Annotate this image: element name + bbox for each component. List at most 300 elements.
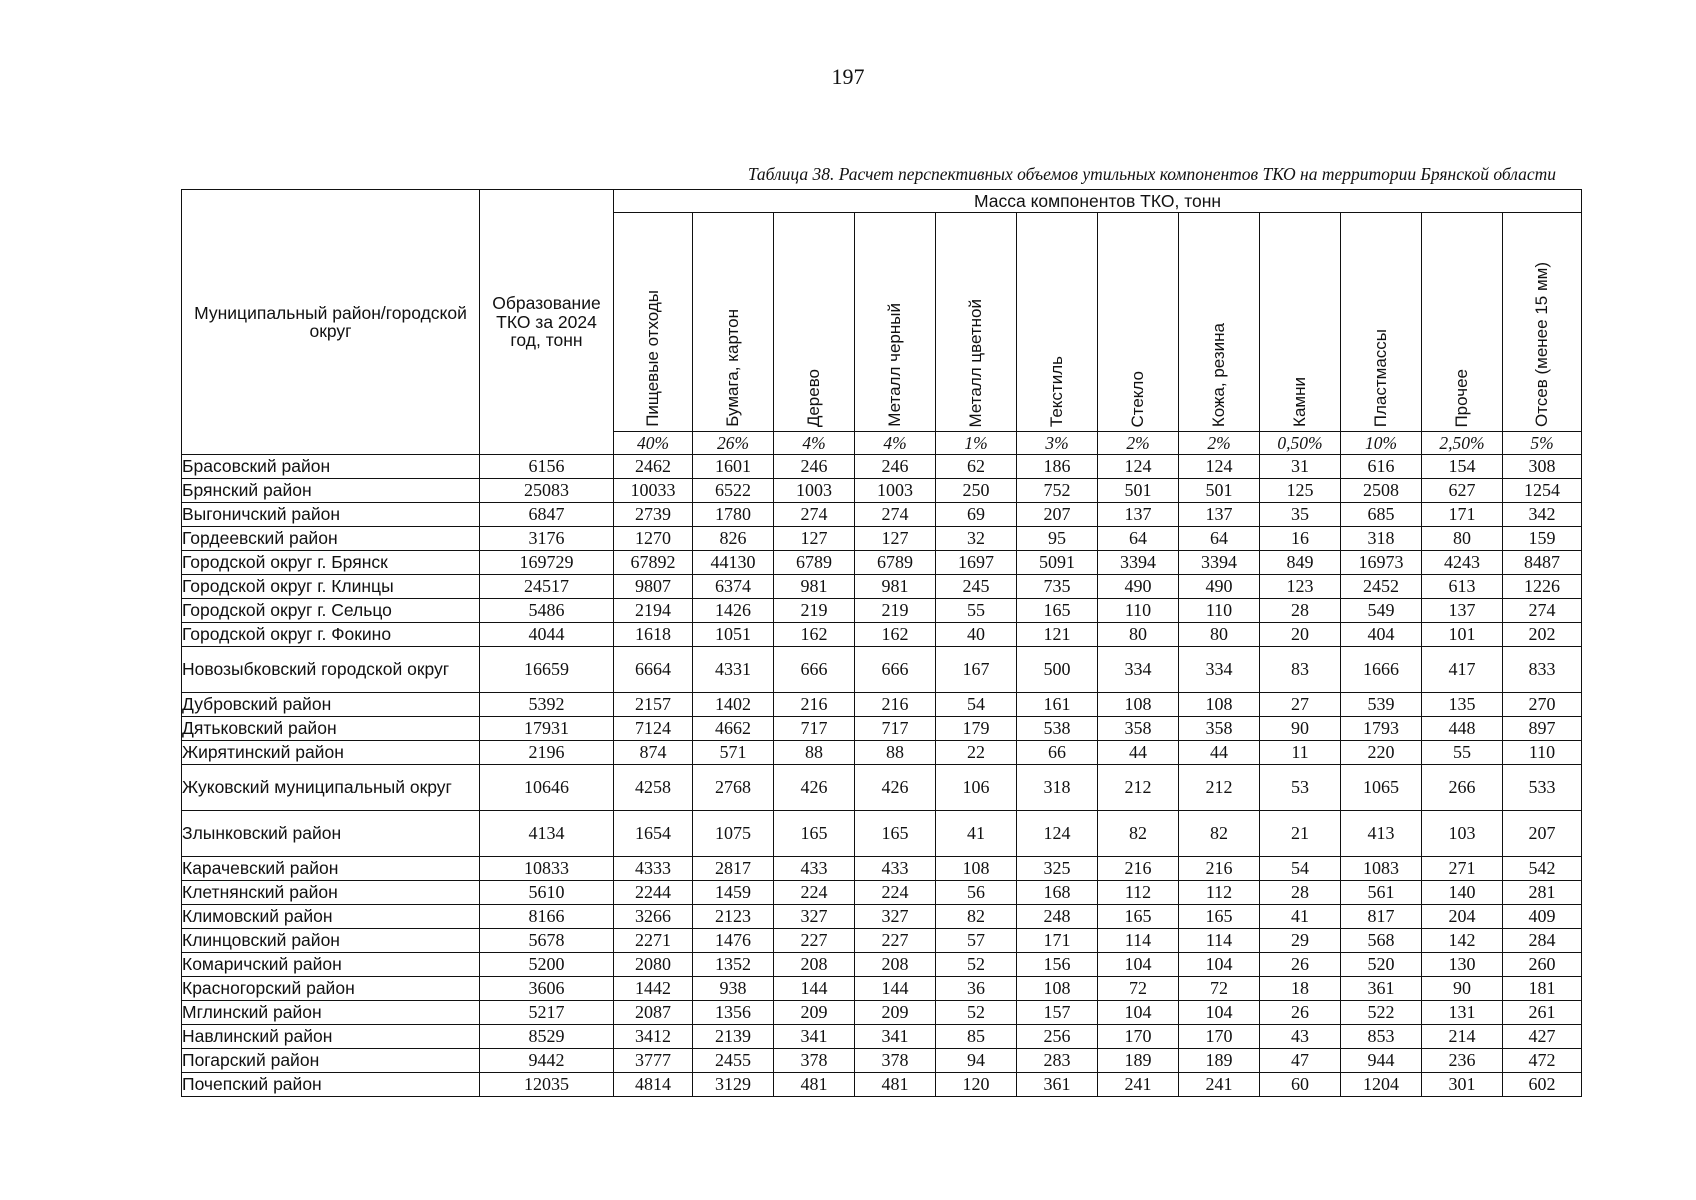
component-mass: 817 xyxy=(1341,905,1422,929)
total-tko: 12035 xyxy=(480,1073,614,1097)
district-name: Мглинский район xyxy=(182,1001,480,1025)
component-mass: 120 xyxy=(936,1073,1017,1097)
component-mass: 241 xyxy=(1098,1073,1179,1097)
component-mass: 613 xyxy=(1422,575,1503,599)
component-mass: 72 xyxy=(1098,977,1179,1001)
header-percent: 1% xyxy=(936,432,1017,455)
component-mass: 666 xyxy=(774,647,855,693)
component-mass: 1003 xyxy=(855,479,936,503)
component-mass: 47 xyxy=(1260,1049,1341,1073)
component-mass: 334 xyxy=(1179,647,1260,693)
component-mass: 274 xyxy=(774,503,855,527)
component-mass: 209 xyxy=(774,1001,855,1025)
component-mass: 2080 xyxy=(614,953,693,977)
component-mass: 108 xyxy=(1017,977,1098,1001)
header-component xyxy=(1260,213,1341,432)
total-tko: 8529 xyxy=(480,1025,614,1049)
component-mass: 80 xyxy=(1422,527,1503,551)
table-row xyxy=(182,977,1582,1001)
component-mass: 236 xyxy=(1422,1049,1503,1073)
header-percent: 40% xyxy=(614,432,693,455)
component-mass: 334 xyxy=(1098,647,1179,693)
component-mass: 162 xyxy=(774,623,855,647)
component-mass: 212 xyxy=(1098,765,1179,811)
component-mass: 1065 xyxy=(1341,765,1422,811)
header-percent: 2,50% xyxy=(1422,432,1503,455)
component-mass: 220 xyxy=(1341,741,1422,765)
table-row xyxy=(182,693,1582,717)
district-name: Клетнянский район xyxy=(182,881,480,905)
component-mass: 378 xyxy=(855,1049,936,1073)
component-mass: 106 xyxy=(936,765,1017,811)
component-mass: 167 xyxy=(936,647,1017,693)
table-row xyxy=(182,551,1582,575)
component-mass: 274 xyxy=(855,503,936,527)
component-mass: 327 xyxy=(774,905,855,929)
component-mass: 981 xyxy=(774,575,855,599)
component-mass: 8487 xyxy=(1503,551,1582,575)
component-mass: 123 xyxy=(1260,575,1341,599)
table-row xyxy=(182,1073,1582,1097)
component-mass: 472 xyxy=(1503,1049,1582,1073)
header-component-label: Пищевые отходы xyxy=(643,290,663,428)
component-mass: 9807 xyxy=(614,575,693,599)
component-mass: 41 xyxy=(1260,905,1341,929)
component-mass: 433 xyxy=(774,857,855,881)
district-name: Городской округ г. Сельцо xyxy=(182,599,480,623)
component-mass: 127 xyxy=(774,527,855,551)
component-mass: 108 xyxy=(1098,693,1179,717)
header-component-label: Пластмассы xyxy=(1371,328,1391,428)
component-mass: 4662 xyxy=(693,717,774,741)
component-mass: 283 xyxy=(1017,1049,1098,1073)
component-mass: 165 xyxy=(855,811,936,857)
total-tko: 6156 xyxy=(480,455,614,479)
table-row xyxy=(182,765,1582,811)
header-percent: 4% xyxy=(774,432,855,455)
header-component-label: Металл цветной xyxy=(966,298,986,428)
component-mass: 54 xyxy=(936,693,1017,717)
component-mass: 212 xyxy=(1179,765,1260,811)
component-mass: 571 xyxy=(693,741,774,765)
component-mass: 3266 xyxy=(614,905,693,929)
total-tko: 5392 xyxy=(480,693,614,717)
component-mass: 64 xyxy=(1179,527,1260,551)
component-mass: 208 xyxy=(774,953,855,977)
component-mass: 186 xyxy=(1017,455,1098,479)
component-mass: 500 xyxy=(1017,647,1098,693)
component-mass: 156 xyxy=(1017,953,1098,977)
header-component xyxy=(1422,213,1503,432)
total-tko: 3176 xyxy=(480,527,614,551)
component-mass: 85 xyxy=(936,1025,1017,1049)
component-mass: 327 xyxy=(855,905,936,929)
header-component-label: Стекло xyxy=(1128,370,1148,428)
total-tko: 169729 xyxy=(480,551,614,575)
component-mass: 533 xyxy=(1503,765,1582,811)
component-mass: 542 xyxy=(1503,857,1582,881)
table-row xyxy=(182,811,1582,857)
header-component-label: Отсев (менее 15 мм) xyxy=(1532,262,1552,428)
component-mass: 52 xyxy=(936,953,1017,977)
component-mass: 80 xyxy=(1098,623,1179,647)
component-mass: 284 xyxy=(1503,929,1582,953)
component-mass: 170 xyxy=(1179,1025,1260,1049)
header-component-label: Прочее xyxy=(1452,368,1472,428)
component-mass: 214 xyxy=(1422,1025,1503,1049)
district-name: Клинцовский район xyxy=(182,929,480,953)
component-mass: 616 xyxy=(1341,455,1422,479)
header-component-label: Бумага, картон xyxy=(723,309,743,428)
table-row xyxy=(182,623,1582,647)
component-mass: 490 xyxy=(1179,575,1260,599)
total-tko: 5610 xyxy=(480,881,614,905)
component-mass: 40 xyxy=(936,623,1017,647)
component-mass: 1666 xyxy=(1341,647,1422,693)
total-tko: 5486 xyxy=(480,599,614,623)
component-mass: 88 xyxy=(855,741,936,765)
component-mass: 165 xyxy=(1098,905,1179,929)
header-component-label: Металл черный xyxy=(885,303,905,428)
component-mass: 627 xyxy=(1422,479,1503,503)
component-mass: 1352 xyxy=(693,953,774,977)
component-mass: 31 xyxy=(1260,455,1341,479)
component-mass: 342 xyxy=(1503,503,1582,527)
district-name: Погарский район xyxy=(182,1049,480,1073)
component-mass: 171 xyxy=(1017,929,1098,953)
component-mass: 3129 xyxy=(693,1073,774,1097)
component-mass: 256 xyxy=(1017,1025,1098,1049)
component-mass: 161 xyxy=(1017,693,1098,717)
component-mass: 4814 xyxy=(614,1073,693,1097)
component-mass: 685 xyxy=(1341,503,1422,527)
component-mass: 26 xyxy=(1260,1001,1341,1025)
component-mass: 752 xyxy=(1017,479,1098,503)
table-row xyxy=(182,717,1582,741)
component-mass: 448 xyxy=(1422,717,1503,741)
total-tko: 3606 xyxy=(480,977,614,1001)
table-row xyxy=(182,455,1582,479)
component-mass: 170 xyxy=(1098,1025,1179,1049)
component-mass: 2087 xyxy=(614,1001,693,1025)
component-mass: 2508 xyxy=(1341,479,1422,503)
component-mass: 2452 xyxy=(1341,575,1422,599)
component-mass: 1075 xyxy=(693,811,774,857)
table-row xyxy=(182,647,1582,693)
tko-components-table xyxy=(181,189,1582,1097)
component-mass: 2157 xyxy=(614,693,693,717)
header-component-label: Кожа, резина xyxy=(1209,323,1229,428)
component-mass: 2768 xyxy=(693,765,774,811)
component-mass: 110 xyxy=(1179,599,1260,623)
header-component xyxy=(614,213,693,432)
component-mass: 216 xyxy=(774,693,855,717)
district-name: Красногорский район xyxy=(182,977,480,1001)
component-mass: 224 xyxy=(855,881,936,905)
component-mass: 3394 xyxy=(1179,551,1260,575)
component-mass: 219 xyxy=(774,599,855,623)
component-mass: 4243 xyxy=(1422,551,1503,575)
component-mass: 1442 xyxy=(614,977,693,1001)
page-number: 197 xyxy=(831,64,865,89)
table-row xyxy=(182,503,1582,527)
header-component xyxy=(774,213,855,432)
component-mass: 56 xyxy=(936,881,1017,905)
table-body xyxy=(182,455,1582,1097)
component-mass: 1793 xyxy=(1341,717,1422,741)
header-component-label: Дерево xyxy=(804,368,824,428)
component-mass: 308 xyxy=(1503,455,1582,479)
total-tko: 17931 xyxy=(480,717,614,741)
component-mass: 57 xyxy=(936,929,1017,953)
component-mass: 140 xyxy=(1422,881,1503,905)
component-mass: 224 xyxy=(774,881,855,905)
component-mass: 1003 xyxy=(774,479,855,503)
header-component-label: Текстиль xyxy=(1047,356,1067,428)
component-mass: 1426 xyxy=(693,599,774,623)
component-mass: 602 xyxy=(1503,1073,1582,1097)
component-mass: 490 xyxy=(1098,575,1179,599)
component-mass: 44130 xyxy=(693,551,774,575)
component-mass: 66 xyxy=(1017,741,1098,765)
district-name: Брянский район xyxy=(182,479,480,503)
component-mass: 6789 xyxy=(774,551,855,575)
component-mass: 1204 xyxy=(1341,1073,1422,1097)
component-mass: 1402 xyxy=(693,693,774,717)
total-tko: 5217 xyxy=(480,1001,614,1025)
component-mass: 52 xyxy=(936,1001,1017,1025)
component-mass: 54 xyxy=(1260,857,1341,881)
component-mass: 29 xyxy=(1260,929,1341,953)
total-tko: 6847 xyxy=(480,503,614,527)
component-mass: 154 xyxy=(1422,455,1503,479)
component-mass: 162 xyxy=(855,623,936,647)
component-mass: 897 xyxy=(1503,717,1582,741)
component-mass: 159 xyxy=(1503,527,1582,551)
district-name: Карачевский район xyxy=(182,857,480,881)
component-mass: 318 xyxy=(1017,765,1098,811)
component-mass: 426 xyxy=(855,765,936,811)
component-mass: 104 xyxy=(1098,953,1179,977)
table-row xyxy=(182,929,1582,953)
component-mass: 520 xyxy=(1341,953,1422,977)
component-mass: 82 xyxy=(1179,811,1260,857)
component-mass: 43 xyxy=(1260,1025,1341,1049)
component-mass: 168 xyxy=(1017,881,1098,905)
component-mass: 245 xyxy=(936,575,1017,599)
component-mass: 112 xyxy=(1179,881,1260,905)
district-name: Жуковский муниципальный округ xyxy=(182,765,480,811)
component-mass: 124 xyxy=(1179,455,1260,479)
component-mass: 501 xyxy=(1098,479,1179,503)
component-mass: 427 xyxy=(1503,1025,1582,1049)
header-components-group: Масса компонентов ТКО, тонн xyxy=(614,190,1582,213)
component-mass: 88 xyxy=(774,741,855,765)
component-mass: 6789 xyxy=(855,551,936,575)
component-mass: 28 xyxy=(1260,881,1341,905)
component-mass: 130 xyxy=(1422,953,1503,977)
component-mass: 358 xyxy=(1098,717,1179,741)
component-mass: 248 xyxy=(1017,905,1098,929)
component-mass: 108 xyxy=(936,857,1017,881)
total-tko: 25083 xyxy=(480,479,614,503)
component-mass: 137 xyxy=(1422,599,1503,623)
component-mass: 938 xyxy=(693,977,774,1001)
component-mass: 3412 xyxy=(614,1025,693,1049)
component-mass: 2123 xyxy=(693,905,774,929)
component-mass: 202 xyxy=(1503,623,1582,647)
component-mass: 1459 xyxy=(693,881,774,905)
component-mass: 171 xyxy=(1422,503,1503,527)
district-name: Навлинский район xyxy=(182,1025,480,1049)
component-mass: 301 xyxy=(1422,1073,1503,1097)
total-tko: 5678 xyxy=(480,929,614,953)
component-mass: 216 xyxy=(1179,857,1260,881)
component-mass: 944 xyxy=(1341,1049,1422,1073)
component-mass: 125 xyxy=(1260,479,1341,503)
component-mass: 426 xyxy=(774,765,855,811)
component-mass: 561 xyxy=(1341,881,1422,905)
table-row xyxy=(182,881,1582,905)
component-mass: 539 xyxy=(1341,693,1422,717)
component-mass: 318 xyxy=(1341,527,1422,551)
component-mass: 2739 xyxy=(614,503,693,527)
component-mass: 2271 xyxy=(614,929,693,953)
district-name: Дубровский район xyxy=(182,693,480,717)
header-component xyxy=(1017,213,1098,432)
component-mass: 358 xyxy=(1179,717,1260,741)
component-mass: 271 xyxy=(1422,857,1503,881)
component-mass: 209 xyxy=(855,1001,936,1025)
header-percent: 5% xyxy=(1503,432,1582,455)
table-row xyxy=(182,857,1582,881)
component-mass: 409 xyxy=(1503,905,1582,929)
header-component xyxy=(693,213,774,432)
component-mass: 114 xyxy=(1179,929,1260,953)
district-name: Городской округ г. Фокино xyxy=(182,623,480,647)
component-mass: 246 xyxy=(774,455,855,479)
component-mass: 26 xyxy=(1260,953,1341,977)
total-tko: 4044 xyxy=(480,623,614,647)
table-row xyxy=(182,527,1582,551)
total-tko: 5200 xyxy=(480,953,614,977)
component-mass: 135 xyxy=(1422,693,1503,717)
component-mass: 207 xyxy=(1017,503,1098,527)
component-mass: 112 xyxy=(1098,881,1179,905)
component-mass: 127 xyxy=(855,527,936,551)
component-mass: 833 xyxy=(1503,647,1582,693)
component-mass: 124 xyxy=(1098,455,1179,479)
table-row xyxy=(182,575,1582,599)
component-mass: 1618 xyxy=(614,623,693,647)
component-mass: 717 xyxy=(855,717,936,741)
component-mass: 666 xyxy=(855,647,936,693)
component-mass: 7124 xyxy=(614,717,693,741)
component-mass: 849 xyxy=(1260,551,1341,575)
component-mass: 104 xyxy=(1098,1001,1179,1025)
component-mass: 1356 xyxy=(693,1001,774,1025)
component-mass: 325 xyxy=(1017,857,1098,881)
header-percent: 0,50% xyxy=(1260,432,1341,455)
component-mass: 137 xyxy=(1179,503,1260,527)
component-mass: 189 xyxy=(1098,1049,1179,1073)
component-mass: 2244 xyxy=(614,881,693,905)
header-percent: 2% xyxy=(1179,432,1260,455)
component-mass: 246 xyxy=(855,455,936,479)
component-mass: 1476 xyxy=(693,929,774,953)
component-mass: 18 xyxy=(1260,977,1341,1001)
district-name: Городской округ г. Клинцы xyxy=(182,575,480,599)
component-mass: 90 xyxy=(1422,977,1503,1001)
header-percent: 2% xyxy=(1098,432,1179,455)
component-mass: 274 xyxy=(1503,599,1582,623)
total-tko: 10646 xyxy=(480,765,614,811)
header-component xyxy=(1098,213,1179,432)
component-mass: 181 xyxy=(1503,977,1582,1001)
component-mass: 28 xyxy=(1260,599,1341,623)
component-mass: 104 xyxy=(1179,953,1260,977)
component-mass: 261 xyxy=(1503,1001,1582,1025)
component-mass: 216 xyxy=(855,693,936,717)
district-name: Жирятинский район xyxy=(182,741,480,765)
component-mass: 6664 xyxy=(614,647,693,693)
component-mass: 413 xyxy=(1341,811,1422,857)
component-mass: 341 xyxy=(855,1025,936,1049)
component-mass: 4333 xyxy=(614,857,693,881)
total-tko: 2196 xyxy=(480,741,614,765)
district-name: Выгоничский район xyxy=(182,503,480,527)
component-mass: 137 xyxy=(1098,503,1179,527)
component-mass: 44 xyxy=(1098,741,1179,765)
total-tko: 8166 xyxy=(480,905,614,929)
component-mass: 22 xyxy=(936,741,1017,765)
component-mass: 404 xyxy=(1341,623,1422,647)
header-component xyxy=(1503,213,1582,432)
component-mass: 60 xyxy=(1260,1073,1341,1097)
total-tko: 4134 xyxy=(480,811,614,857)
component-mass: 32 xyxy=(936,527,1017,551)
district-name: Злынковский район xyxy=(182,811,480,857)
component-mass: 4331 xyxy=(693,647,774,693)
component-mass: 5091 xyxy=(1017,551,1098,575)
component-mass: 266 xyxy=(1422,765,1503,811)
component-mass: 35 xyxy=(1260,503,1341,527)
component-mass: 67892 xyxy=(614,551,693,575)
component-mass: 481 xyxy=(774,1073,855,1097)
component-mass: 44 xyxy=(1179,741,1260,765)
component-mass: 281 xyxy=(1503,881,1582,905)
component-mass: 21 xyxy=(1260,811,1341,857)
component-mass: 189 xyxy=(1179,1049,1260,1073)
total-tko: 10833 xyxy=(480,857,614,881)
component-mass: 717 xyxy=(774,717,855,741)
component-mass: 110 xyxy=(1503,741,1582,765)
component-mass: 144 xyxy=(774,977,855,1001)
component-mass: 131 xyxy=(1422,1001,1503,1025)
district-name: Новозыбковский городской округ xyxy=(182,647,480,693)
component-mass: 101 xyxy=(1422,623,1503,647)
component-mass: 121 xyxy=(1017,623,1098,647)
component-mass: 27 xyxy=(1260,693,1341,717)
component-mass: 69 xyxy=(936,503,1017,527)
component-mass: 538 xyxy=(1017,717,1098,741)
component-mass: 481 xyxy=(855,1073,936,1097)
table-row xyxy=(182,905,1582,929)
component-mass: 3777 xyxy=(614,1049,693,1073)
table-row xyxy=(182,953,1582,977)
component-mass: 82 xyxy=(1098,811,1179,857)
component-mass: 874 xyxy=(614,741,693,765)
